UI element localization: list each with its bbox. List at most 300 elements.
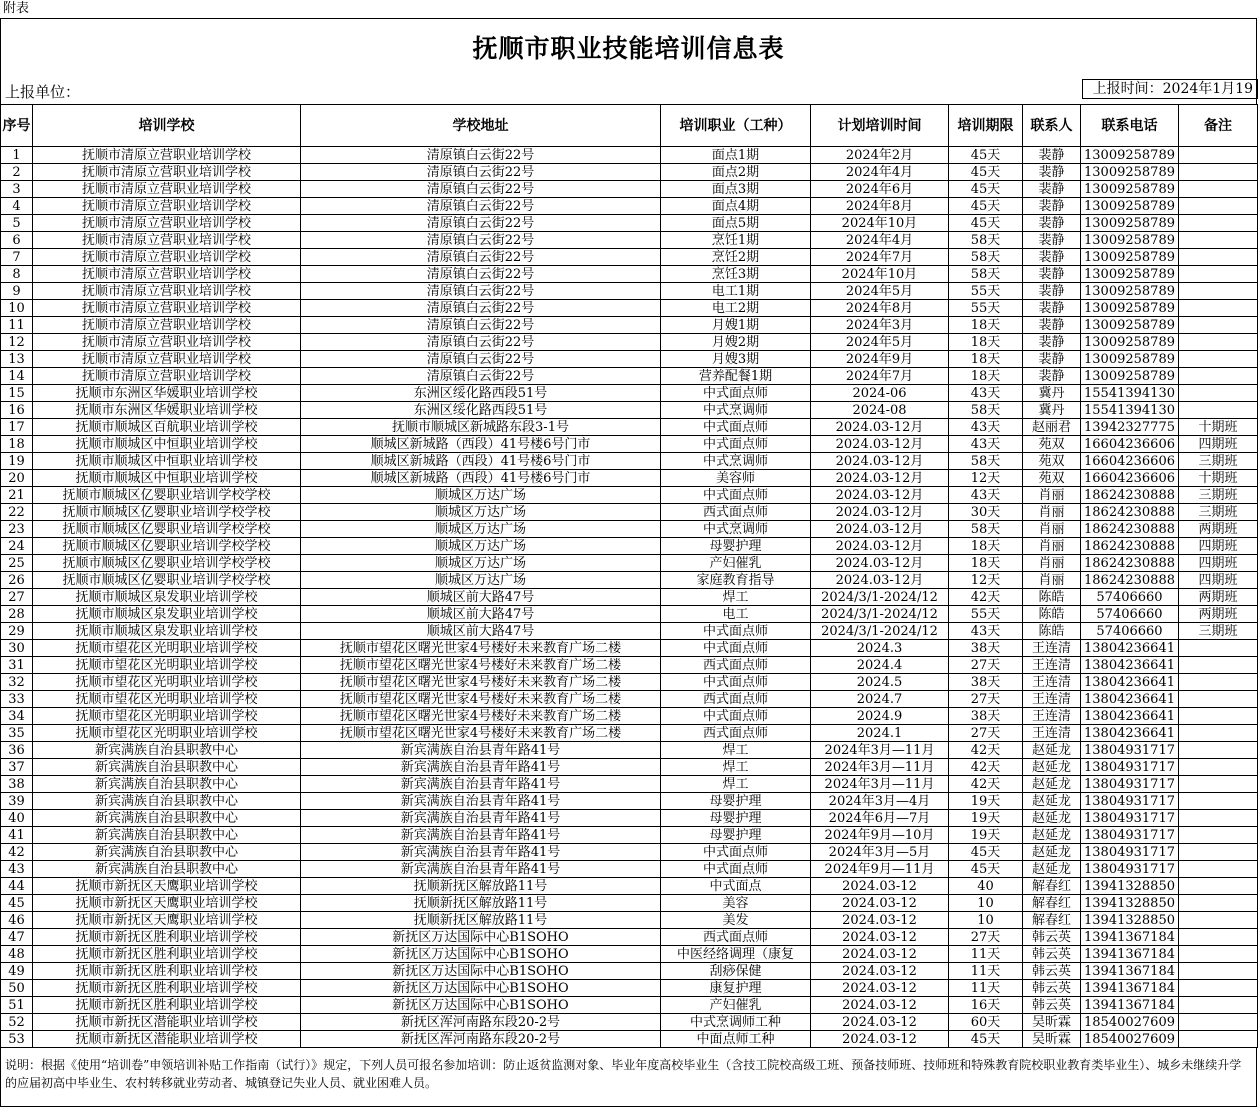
report-time: 上报时间：2024年1月19 bbox=[1082, 79, 1258, 99]
page-title: 抚顺市职业技能培训信息表 bbox=[472, 34, 785, 63]
cell-phone: 18540027609 bbox=[1081, 1014, 1179, 1031]
cell-occupation: 烹饪1期 bbox=[661, 232, 811, 249]
table-header-row bbox=[1, 105, 1258, 147]
cell-address: 清原镇白云街22号 bbox=[301, 368, 661, 385]
table-row bbox=[1, 147, 1258, 164]
cell-address: 新抚区万达国际中心B1SOHO bbox=[301, 929, 661, 946]
cell-plan-time: 2024年3月—11月 bbox=[811, 776, 949, 793]
table-row bbox=[1, 912, 1258, 929]
cell-phone: 18624230888 bbox=[1081, 487, 1179, 504]
cell-contact: 肖丽 bbox=[1023, 504, 1081, 521]
cell-remark bbox=[1179, 164, 1258, 181]
table-row bbox=[1, 691, 1258, 708]
cell-duration: 45天 bbox=[949, 1031, 1023, 1048]
cell-phone: 15541394130 bbox=[1081, 402, 1179, 419]
cell-phone: 13009258789 bbox=[1081, 334, 1179, 351]
cell-phone: 13804236641 bbox=[1081, 674, 1179, 691]
cell-seq: 24 bbox=[1, 538, 33, 555]
cell-plan-time: 2024.4 bbox=[811, 657, 949, 674]
cell-duration: 58天 bbox=[949, 453, 1023, 470]
cell-plan-time: 2024.03-12 bbox=[811, 1014, 949, 1031]
cell-remark bbox=[1179, 215, 1258, 232]
cell-address: 抚顺市顺城区新城路东段3-1号 bbox=[301, 419, 661, 436]
cell-contact: 陈皓 bbox=[1023, 589, 1081, 606]
cell-contact: 冀丹 bbox=[1023, 385, 1081, 402]
cell-seq: 20 bbox=[1, 470, 33, 487]
report-unit-label: 上报单位： bbox=[5, 83, 81, 101]
cell-address: 抚顺市望花区曙光世家4号楼好未来教育广场二楼 bbox=[301, 708, 661, 725]
cell-occupation: 康复护理 bbox=[661, 980, 811, 997]
table-row bbox=[1, 742, 1258, 759]
cell-school: 抚顺市清原立营职业培训学校 bbox=[33, 164, 301, 181]
header-school: 培训学校 bbox=[33, 105, 301, 147]
cell-occupation: 西式面点师 bbox=[661, 504, 811, 521]
cell-phone: 18624230888 bbox=[1081, 572, 1179, 589]
cell-school: 抚顺市新抚区胜利职业培训学校 bbox=[33, 963, 301, 980]
cell-contact: 裴静 bbox=[1023, 368, 1081, 385]
cell-remark: 三期班 bbox=[1179, 453, 1258, 470]
cell-remark: 三期班 bbox=[1179, 504, 1258, 521]
cell-occupation: 烹饪3期 bbox=[661, 266, 811, 283]
table-row bbox=[1, 351, 1258, 368]
cell-remark bbox=[1179, 385, 1258, 402]
cell-phone: 13009258789 bbox=[1081, 351, 1179, 368]
cell-address: 东洲区绥化路西段51号 bbox=[301, 385, 661, 402]
cell-address: 顺城区万达广场 bbox=[301, 572, 661, 589]
cell-plan-time: 2024.03-12 bbox=[811, 963, 949, 980]
cell-phone: 13009258789 bbox=[1081, 283, 1179, 300]
cell-remark bbox=[1179, 980, 1258, 997]
table-row bbox=[1, 946, 1258, 963]
cell-address: 清原镇白云街22号 bbox=[301, 147, 661, 164]
cell-remark bbox=[1179, 1014, 1258, 1031]
cell-duration: 10 bbox=[949, 895, 1023, 912]
cell-remark bbox=[1179, 895, 1258, 912]
cell-contact: 王连清 bbox=[1023, 708, 1081, 725]
cell-remark: 三期班 bbox=[1179, 487, 1258, 504]
cell-occupation: 产妇催乳 bbox=[661, 555, 811, 572]
cell-contact: 裴静 bbox=[1023, 232, 1081, 249]
cell-seq: 19 bbox=[1, 453, 33, 470]
cell-address: 顺城区新城路（西段）41号楼6号门市 bbox=[301, 453, 661, 470]
table-row bbox=[1, 334, 1258, 351]
cell-contact: 韩云英 bbox=[1023, 946, 1081, 963]
cell-remark bbox=[1179, 674, 1258, 691]
cell-plan-time: 2024/3/1-2024/12 bbox=[811, 606, 949, 623]
cell-address: 顺城区万达广场 bbox=[301, 555, 661, 572]
cell-plan-time: 2024.03-12 bbox=[811, 878, 949, 895]
cell-occupation: 烹饪2期 bbox=[661, 249, 811, 266]
cell-duration: 18天 bbox=[949, 555, 1023, 572]
cell-duration: 45天 bbox=[949, 198, 1023, 215]
cell-remark bbox=[1179, 861, 1258, 878]
cell-seq: 50 bbox=[1, 980, 33, 997]
cell-address: 清原镇白云街22号 bbox=[301, 300, 661, 317]
cell-contact: 赵延龙 bbox=[1023, 844, 1081, 861]
table-row bbox=[1, 504, 1258, 521]
cell-seq: 26 bbox=[1, 572, 33, 589]
cell-seq: 35 bbox=[1, 725, 33, 742]
cell-remark bbox=[1179, 300, 1258, 317]
cell-occupation: 面点1期 bbox=[661, 147, 811, 164]
table-row bbox=[1, 164, 1258, 181]
cell-remark: 四期班 bbox=[1179, 555, 1258, 572]
table-row bbox=[1, 589, 1258, 606]
cell-plan-time: 2024.7 bbox=[811, 691, 949, 708]
table-row bbox=[1, 1014, 1258, 1031]
cell-remark: 四期班 bbox=[1179, 572, 1258, 589]
cell-address: 新宾满族自治县青年路41号 bbox=[301, 861, 661, 878]
cell-occupation: 西式面点师 bbox=[661, 929, 811, 946]
cell-occupation: 中式烹调师 bbox=[661, 453, 811, 470]
cell-remark: 十期班 bbox=[1179, 419, 1258, 436]
cell-occupation: 月嫂1期 bbox=[661, 317, 811, 334]
cell-plan-time: 2024.03-12 bbox=[811, 929, 949, 946]
cell-remark bbox=[1179, 147, 1258, 164]
cell-remark bbox=[1179, 776, 1258, 793]
table-row bbox=[1, 725, 1258, 742]
cell-contact: 解春红 bbox=[1023, 895, 1081, 912]
cell-seq: 31 bbox=[1, 657, 33, 674]
cell-school: 抚顺市新抚区胜利职业培训学校 bbox=[33, 997, 301, 1014]
cell-contact: 苑双 bbox=[1023, 436, 1081, 453]
cell-remark: 四期班 bbox=[1179, 436, 1258, 453]
cell-seq: 14 bbox=[1, 368, 33, 385]
table-row bbox=[1, 827, 1258, 844]
cell-duration: 18天 bbox=[949, 368, 1023, 385]
cell-address: 抚顺新抚区解放路11号 bbox=[301, 878, 661, 895]
cell-school: 抚顺市望花区光明职业培训学校 bbox=[33, 640, 301, 657]
cell-address: 新宾满族自治县青年路41号 bbox=[301, 827, 661, 844]
cell-phone: 13804236641 bbox=[1081, 708, 1179, 725]
cell-school: 抚顺市清原立营职业培训学校 bbox=[33, 181, 301, 198]
cell-school: 抚顺市清原立营职业培训学校 bbox=[33, 334, 301, 351]
cell-phone: 13009258789 bbox=[1081, 198, 1179, 215]
cell-seq: 18 bbox=[1, 436, 33, 453]
cell-address: 新宾满族自治县青年路41号 bbox=[301, 742, 661, 759]
cell-contact: 裴静 bbox=[1023, 147, 1081, 164]
cell-duration: 43天 bbox=[949, 419, 1023, 436]
cell-seq: 33 bbox=[1, 691, 33, 708]
cell-school: 抚顺市顺城区中恒职业培训学校 bbox=[33, 470, 301, 487]
cell-plan-time: 2024年10月 bbox=[811, 266, 949, 283]
cell-plan-time: 2024.03-12月 bbox=[811, 521, 949, 538]
cell-phone: 16604236606 bbox=[1081, 453, 1179, 470]
cell-seq: 32 bbox=[1, 674, 33, 691]
cell-phone: 57406660 bbox=[1081, 589, 1179, 606]
cell-contact: 赵丽君 bbox=[1023, 419, 1081, 436]
cell-plan-time: 2024.03-12 bbox=[811, 895, 949, 912]
cell-remark bbox=[1179, 827, 1258, 844]
cell-remark: 十期班 bbox=[1179, 470, 1258, 487]
cell-school: 抚顺市顺城区中恒职业培训学校 bbox=[33, 453, 301, 470]
table-row bbox=[1, 232, 1258, 249]
table-row bbox=[1, 538, 1258, 555]
cell-duration: 18天 bbox=[949, 317, 1023, 334]
cell-remark bbox=[1179, 759, 1258, 776]
cell-contact: 韩云英 bbox=[1023, 997, 1081, 1014]
table-row bbox=[1, 453, 1258, 470]
cell-duration: 11天 bbox=[949, 980, 1023, 997]
cell-phone: 13009258789 bbox=[1081, 215, 1179, 232]
cell-duration: 16天 bbox=[949, 997, 1023, 1014]
cell-occupation: 面点3期 bbox=[661, 181, 811, 198]
cell-seq: 4 bbox=[1, 198, 33, 215]
cell-occupation: 母婴护理 bbox=[661, 538, 811, 555]
cell-address: 新宾满族自治县青年路41号 bbox=[301, 793, 661, 810]
cell-school: 抚顺市清原立营职业培训学校 bbox=[33, 249, 301, 266]
cell-address: 顺城区前大路47号 bbox=[301, 606, 661, 623]
cell-address: 顺城区万达广场 bbox=[301, 521, 661, 538]
cell-occupation: 中式烹调师 bbox=[661, 402, 811, 419]
cell-phone: 13804236641 bbox=[1081, 657, 1179, 674]
cell-address: 新抚区浑河南路东段20-2号 bbox=[301, 1031, 661, 1048]
cell-plan-time: 2024.5 bbox=[811, 674, 949, 691]
cell-school: 抚顺市清原立营职业培训学校 bbox=[33, 266, 301, 283]
cell-phone: 13009258789 bbox=[1081, 300, 1179, 317]
cell-address: 清原镇白云街22号 bbox=[301, 164, 661, 181]
cell-address: 新宾满族自治县青年路41号 bbox=[301, 810, 661, 827]
cell-address: 抚顺市望花区曙光世家4号楼好未来教育广场二楼 bbox=[301, 674, 661, 691]
cell-phone: 18624230888 bbox=[1081, 538, 1179, 555]
table-row bbox=[1, 657, 1258, 674]
cell-address: 顺城区新城路（西段）41号楼6号门市 bbox=[301, 470, 661, 487]
cell-phone: 13009258789 bbox=[1081, 181, 1179, 198]
cell-remark bbox=[1179, 266, 1258, 283]
cell-seq: 49 bbox=[1, 963, 33, 980]
cell-phone: 16604236606 bbox=[1081, 470, 1179, 487]
cell-duration: 55天 bbox=[949, 300, 1023, 317]
cell-seq: 3 bbox=[1, 181, 33, 198]
cell-phone: 13941367184 bbox=[1081, 929, 1179, 946]
cell-occupation: 中式面点师 bbox=[661, 487, 811, 504]
cell-duration: 45天 bbox=[949, 164, 1023, 181]
table-row bbox=[1, 759, 1258, 776]
header-address: 学校地址 bbox=[301, 105, 661, 147]
cell-contact: 肖丽 bbox=[1023, 555, 1081, 572]
cell-address: 清原镇白云街22号 bbox=[301, 198, 661, 215]
cell-address: 抚顺市望花区曙光世家4号楼好未来教育广场二楼 bbox=[301, 725, 661, 742]
cell-contact: 裴静 bbox=[1023, 181, 1081, 198]
cell-contact: 冀丹 bbox=[1023, 402, 1081, 419]
cell-seq: 10 bbox=[1, 300, 33, 317]
cell-remark bbox=[1179, 963, 1258, 980]
cell-occupation: 中式烹调师工种 bbox=[661, 1014, 811, 1031]
cell-contact: 裴静 bbox=[1023, 283, 1081, 300]
cell-occupation: 西式面点师 bbox=[661, 657, 811, 674]
cell-address: 抚顺新抚区解放路11号 bbox=[301, 895, 661, 912]
cell-phone: 13009258789 bbox=[1081, 368, 1179, 385]
cell-seq: 48 bbox=[1, 946, 33, 963]
cell-duration: 55天 bbox=[949, 283, 1023, 300]
cell-phone: 57406660 bbox=[1081, 606, 1179, 623]
cell-duration: 42天 bbox=[949, 742, 1023, 759]
cell-school: 抚顺市清原立营职业培训学校 bbox=[33, 198, 301, 215]
table-row bbox=[1, 317, 1258, 334]
cell-phone: 18624230888 bbox=[1081, 504, 1179, 521]
cell-school: 抚顺市顺城区亿婴职业培训学校学校 bbox=[33, 487, 301, 504]
cell-phone: 13941367184 bbox=[1081, 963, 1179, 980]
cell-seq: 16 bbox=[1, 402, 33, 419]
cell-remark bbox=[1179, 283, 1258, 300]
cell-seq: 15 bbox=[1, 385, 33, 402]
table-row bbox=[1, 249, 1258, 266]
cell-seq: 41 bbox=[1, 827, 33, 844]
cell-occupation: 家庭教育指导 bbox=[661, 572, 811, 589]
cell-remark bbox=[1179, 640, 1258, 657]
cell-phone: 13804931717 bbox=[1081, 759, 1179, 776]
cell-occupation: 西式面点师 bbox=[661, 725, 811, 742]
cell-plan-time: 2024.03-12月 bbox=[811, 453, 949, 470]
cell-plan-time: 2024.03-12月 bbox=[811, 555, 949, 572]
cell-school: 新宾满族自治县职教中心 bbox=[33, 844, 301, 861]
cell-seq: 52 bbox=[1, 1014, 33, 1031]
cell-address: 东洲区绥化路西段51号 bbox=[301, 402, 661, 419]
cell-seq: 13 bbox=[1, 351, 33, 368]
table-body bbox=[1, 147, 1258, 1048]
cell-remark: 两期班 bbox=[1179, 521, 1258, 538]
cell-address: 新抚区万达国际中心B1SOHO bbox=[301, 980, 661, 997]
cell-phone: 13804931717 bbox=[1081, 827, 1179, 844]
header-seq: 序号 bbox=[1, 105, 33, 147]
cell-school: 抚顺市顺城区泉发职业培训学校 bbox=[33, 623, 301, 640]
cell-seq: 1 bbox=[1, 147, 33, 164]
cell-phone: 13009258789 bbox=[1081, 266, 1179, 283]
cell-school: 新宾满族自治县职教中心 bbox=[33, 827, 301, 844]
cell-phone: 13804931717 bbox=[1081, 861, 1179, 878]
cell-plan-time: 2024年8月 bbox=[811, 198, 949, 215]
cell-school: 新宾满族自治县职教中心 bbox=[33, 810, 301, 827]
cell-plan-time: 2024-08 bbox=[811, 402, 949, 419]
cell-duration: 58天 bbox=[949, 521, 1023, 538]
cell-seq: 28 bbox=[1, 606, 33, 623]
table-row bbox=[1, 793, 1258, 810]
cell-phone: 13804931717 bbox=[1081, 742, 1179, 759]
cell-school: 抚顺市顺城区中恒职业培训学校 bbox=[33, 436, 301, 453]
table-row bbox=[1, 402, 1258, 419]
cell-occupation: 中式面点师 bbox=[661, 844, 811, 861]
cell-seq: 5 bbox=[1, 215, 33, 232]
cell-occupation: 中式面点 bbox=[661, 878, 811, 895]
table-row bbox=[1, 776, 1258, 793]
cell-school: 抚顺市清原立营职业培训学校 bbox=[33, 147, 301, 164]
cell-plan-time: 2024.03-12月 bbox=[811, 436, 949, 453]
cell-contact: 裴静 bbox=[1023, 215, 1081, 232]
cell-address: 顺城区前大路47号 bbox=[301, 589, 661, 606]
cell-seq: 21 bbox=[1, 487, 33, 504]
cell-phone: 13941328850 bbox=[1081, 878, 1179, 895]
cell-plan-time: 2024.03-12 bbox=[811, 912, 949, 929]
cell-plan-time: 2024年3月—4月 bbox=[811, 793, 949, 810]
cell-school: 抚顺市望花区光明职业培训学校 bbox=[33, 708, 301, 725]
cell-seq: 30 bbox=[1, 640, 33, 657]
cell-school: 抚顺市清原立营职业培训学校 bbox=[33, 351, 301, 368]
cell-address: 清原镇白云街22号 bbox=[301, 215, 661, 232]
table-row bbox=[1, 878, 1258, 895]
cell-duration: 19天 bbox=[949, 793, 1023, 810]
cell-duration: 40 bbox=[949, 878, 1023, 895]
cell-duration: 38天 bbox=[949, 640, 1023, 657]
cell-duration: 45天 bbox=[949, 181, 1023, 198]
cell-duration: 11天 bbox=[949, 946, 1023, 963]
cell-seq: 43 bbox=[1, 861, 33, 878]
cell-plan-time: 2024年5月 bbox=[811, 334, 949, 351]
cell-address: 新抚区万达国际中心B1SOHO bbox=[301, 997, 661, 1014]
cell-remark: 四期班 bbox=[1179, 538, 1258, 555]
cell-seq: 17 bbox=[1, 419, 33, 436]
cell-remark bbox=[1179, 334, 1258, 351]
cell-plan-time: 2024年6月—7月 bbox=[811, 810, 949, 827]
cell-school: 抚顺市顺城区亿婴职业培训学校学校 bbox=[33, 521, 301, 538]
cell-contact: 赵延龙 bbox=[1023, 793, 1081, 810]
cell-contact: 吴昕霖 bbox=[1023, 1014, 1081, 1031]
table-row bbox=[1, 844, 1258, 861]
cell-duration: 58天 bbox=[949, 402, 1023, 419]
cell-duration: 27天 bbox=[949, 691, 1023, 708]
cell-contact: 裴静 bbox=[1023, 266, 1081, 283]
table-row bbox=[1, 929, 1258, 946]
cell-occupation: 中医经络调理（康复 bbox=[661, 946, 811, 963]
cell-contact: 王连清 bbox=[1023, 657, 1081, 674]
cell-seq: 37 bbox=[1, 759, 33, 776]
cell-seq: 38 bbox=[1, 776, 33, 793]
table-row bbox=[1, 606, 1258, 623]
cell-school: 抚顺市新抚区天鹰职业培训学校 bbox=[33, 895, 301, 912]
cell-plan-time: 2024.03-12月 bbox=[811, 487, 949, 504]
cell-duration: 18天 bbox=[949, 351, 1023, 368]
cell-phone: 16604236606 bbox=[1081, 436, 1179, 453]
cell-seq: 12 bbox=[1, 334, 33, 351]
cell-seq: 29 bbox=[1, 623, 33, 640]
cell-address: 清原镇白云街22号 bbox=[301, 317, 661, 334]
cell-phone: 18540027609 bbox=[1081, 1031, 1179, 1048]
cell-seq: 53 bbox=[1, 1031, 33, 1048]
cell-contact: 陈皓 bbox=[1023, 606, 1081, 623]
cell-school: 新宾满族自治县职教中心 bbox=[33, 759, 301, 776]
cell-duration: 45天 bbox=[949, 215, 1023, 232]
cell-contact: 韩云英 bbox=[1023, 980, 1081, 997]
cell-occupation: 刮痧保健 bbox=[661, 963, 811, 980]
cell-seq: 7 bbox=[1, 249, 33, 266]
table-row bbox=[1, 181, 1258, 198]
header-remark: 备注 bbox=[1179, 105, 1258, 147]
table-row bbox=[1, 1031, 1258, 1048]
table-row bbox=[1, 572, 1258, 589]
cell-contact: 韩云英 bbox=[1023, 929, 1081, 946]
cell-seq: 25 bbox=[1, 555, 33, 572]
table-row bbox=[1, 521, 1258, 538]
cell-seq: 6 bbox=[1, 232, 33, 249]
table-row bbox=[1, 861, 1258, 878]
cell-phone: 18624230888 bbox=[1081, 521, 1179, 538]
cell-phone: 13009258789 bbox=[1081, 232, 1179, 249]
cell-phone: 13804931717 bbox=[1081, 793, 1179, 810]
cell-plan-time: 2024.03-12月 bbox=[811, 419, 949, 436]
cell-duration: 38天 bbox=[949, 708, 1023, 725]
cell-duration: 43天 bbox=[949, 623, 1023, 640]
cell-seq: 42 bbox=[1, 844, 33, 861]
cell-school: 抚顺市新抚区天鹰职业培训学校 bbox=[33, 912, 301, 929]
table-row bbox=[1, 810, 1258, 827]
cell-seq: 36 bbox=[1, 742, 33, 759]
cell-plan-time: 2024年3月 bbox=[811, 317, 949, 334]
cell-contact: 王连清 bbox=[1023, 640, 1081, 657]
cell-contact: 裴静 bbox=[1023, 198, 1081, 215]
cell-school: 抚顺市新抚区胜利职业培训学校 bbox=[33, 980, 301, 997]
table-row bbox=[1, 266, 1258, 283]
cell-phone: 57406660 bbox=[1081, 623, 1179, 640]
table-row bbox=[1, 895, 1258, 912]
